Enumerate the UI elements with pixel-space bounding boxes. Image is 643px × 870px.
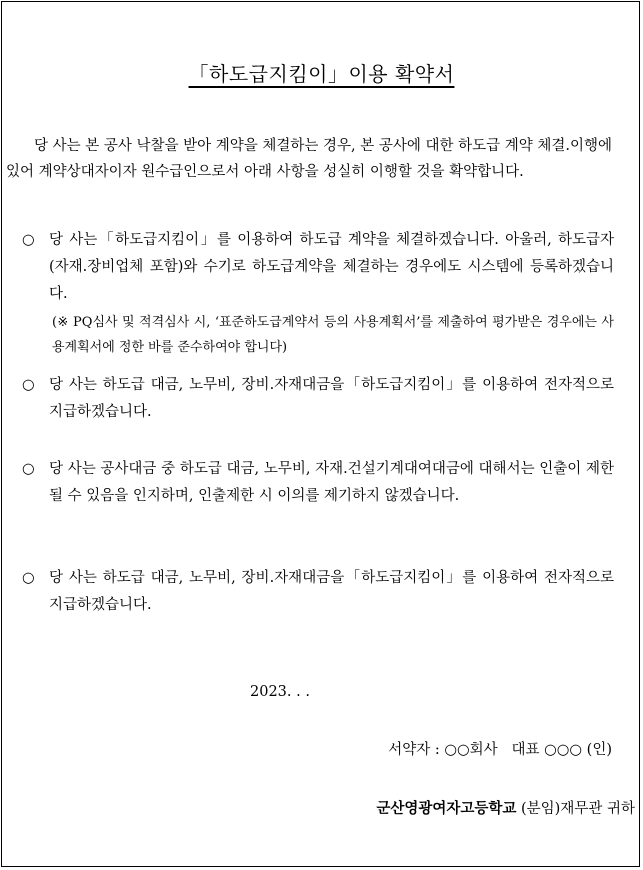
pledge-item-text: 당 사는 하도급 대금, 노무비, 장비.자재대금을「하도급지킴이」를 이용하여 전자적으로 지급하겠습니다. [49,570,614,613]
signer-line: 서약자 : ○○회사 대표 ○○○ (인) [388,742,612,758]
recipient-line [376,797,635,818]
pledge-item-1 [22,227,614,308]
circle-bullet-icon: ○ [22,461,35,477]
pledge-item-4 [22,565,614,619]
document-title [0,58,643,87]
school-name: 군산영광여자고등학교 [376,800,517,817]
circle-bullet-icon: ○ [22,570,35,586]
pledge-item-2 [22,372,614,426]
circle-bullet-icon: ○ [22,232,35,248]
pledge-item-3 [22,456,614,510]
date-line: 2023. . . [250,684,310,700]
title-text: 「하도급지킴이」이용 확약서 [188,62,455,86]
pledge-item-text: 당 사는 공사대금 중 하도급 대금, 노무비, 자재.건설기계대여대금에 대해서는 인출이 제한될 수 있음을 인지하며, 인출제한 시 이의를 제기하지 않겠습니다. [49,461,614,504]
pledge-item-text: 당 사는 하도급 대금, 노무비, 장비.자재대금을「하도급지킴이」를 이용하여 전자적으로 지급하겠습니다. [49,377,614,420]
circle-bullet-icon: ○ [22,377,35,393]
pq-note: (※ PQ심사 및 적격심사 시, ‘표준하도급계약서 등의 사용계획서’를 제출하여 평가받은 경우에는 사용계획서에 정한 바를 준수하여야 합니다) [52,315,614,355]
recipient-title: (분임)재무관 귀하 [516,801,635,817]
pledge-item-text: 당 사는「하도급지킴이」를 이용하여 하도급 계약을 체결하겠습니다. 아울러, 하도급자(자재.장비업체 포함)와 수기로 하도급계약을 체결하는 경우에도 시스템에 등록하겠습니다. [49,232,614,302]
intro-paragraph: 당 사는 본 공사 낙찰을 받아 계약을 체결하는 경우, 본 공사에 대한 하도급 계약 체결.이행에 있어 계약상대자이자 원수급인으로서 아래 사항을 성실히 이행할 것을 확약합니다. [6,138,612,180]
